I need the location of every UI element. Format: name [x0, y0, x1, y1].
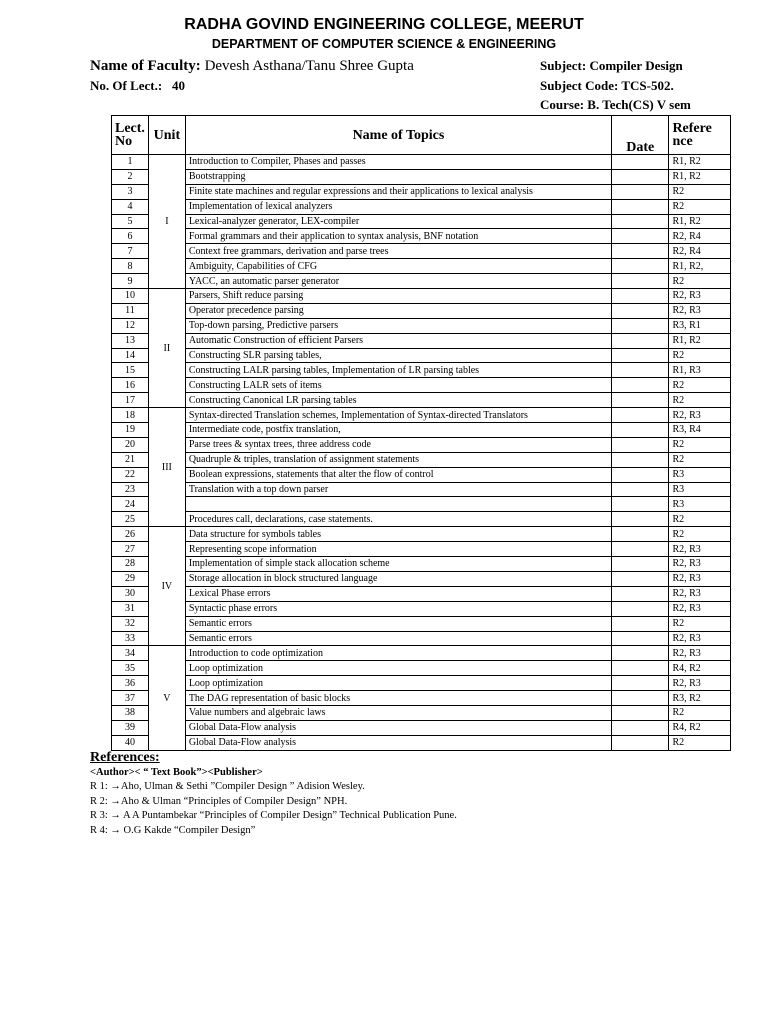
- lect-no: 19: [112, 423, 149, 438]
- date-cell: [612, 259, 669, 274]
- reference: R2, R3: [669, 571, 731, 586]
- topic: Operator precedence parsing: [185, 303, 611, 318]
- reference: R2, R3: [669, 676, 731, 691]
- date-cell: [612, 467, 669, 482]
- unit-cell: I: [148, 155, 185, 289]
- table-row: [112, 676, 731, 691]
- lect-no: 13: [112, 333, 149, 348]
- topic: Procedures call, declarations, case statements.: [185, 512, 611, 527]
- header-date: Date: [612, 116, 669, 155]
- table-row: [112, 601, 731, 616]
- lect-no: 24: [112, 497, 149, 512]
- topic: Intermediate code, postfix translation,: [185, 423, 611, 438]
- reference-item: R 1: →Aho, Ulman & Sethi ”Compiler Design ” Adision Wesley.: [90, 781, 365, 792]
- reference: R2, R4: [669, 244, 731, 259]
- table-row: [112, 735, 731, 750]
- lect-no: 37: [112, 691, 149, 706]
- reference: R1, R2: [669, 155, 731, 170]
- lect-no: 11: [112, 303, 149, 318]
- table-row: [112, 348, 731, 363]
- topic: Bootstrapping: [185, 169, 611, 184]
- lect-no: 10: [112, 289, 149, 304]
- lect-no: 23: [112, 482, 149, 497]
- topic: Global Data-Flow analysis: [185, 735, 611, 750]
- date-cell: [612, 720, 669, 735]
- table-row: [112, 229, 731, 244]
- date-cell: [612, 244, 669, 259]
- reference: R2, R3: [669, 601, 731, 616]
- reference: R2: [669, 735, 731, 750]
- reference-item: R 3: → A A Puntambekar “Principles of Compiler Design” Technical Publication Pune.: [90, 810, 457, 821]
- reference: R1, R2: [669, 169, 731, 184]
- table-row: [112, 527, 731, 542]
- date-cell: [612, 303, 669, 318]
- table-row: [112, 199, 731, 214]
- reference: R2: [669, 512, 731, 527]
- reference: R4, R2: [669, 720, 731, 735]
- date-cell: [612, 318, 669, 333]
- topic: Syntax-directed Translation schemes, Implementation of Syntax-directed Translators: [185, 408, 611, 423]
- unit-cell: V: [148, 646, 185, 750]
- lect-no: 1: [112, 155, 149, 170]
- references-title: References:: [90, 750, 160, 765]
- date-cell: [612, 571, 669, 586]
- lect-no: 4: [112, 199, 149, 214]
- table-row: [112, 571, 731, 586]
- reference: R2: [669, 378, 731, 393]
- lect-no: 36: [112, 676, 149, 691]
- table-row: [112, 259, 731, 274]
- lect-no: 9: [112, 274, 149, 289]
- lect-no: 3: [112, 184, 149, 199]
- topic: Syntactic phase errors: [185, 601, 611, 616]
- lect-no: 28: [112, 557, 149, 572]
- faculty-line: [90, 58, 414, 75]
- reference: R2, R3: [669, 557, 731, 572]
- reference: R2, R4: [669, 229, 731, 244]
- table-row: [112, 705, 731, 720]
- table-row: [112, 363, 731, 378]
- table-row: [112, 289, 731, 304]
- date-cell: [612, 705, 669, 720]
- lect-no: 40: [112, 735, 149, 750]
- course: Course: B. Tech(CS) V sem: [540, 97, 691, 112]
- reference-item: R 2: →Aho & Ulman “Principles of Compiler Design” NPH.: [90, 795, 348, 807]
- faculty-label: Name of Faculty:: [90, 58, 201, 74]
- college-name: RADHA GOVIND ENGINEERING COLLEGE, MEERUT: [184, 16, 584, 33]
- lect-no: 33: [112, 631, 149, 646]
- date-cell: [612, 601, 669, 616]
- lect-no: 20: [112, 437, 149, 452]
- reference: R1, R3: [669, 363, 731, 378]
- lect-no: 7: [112, 244, 149, 259]
- date-cell: [612, 586, 669, 601]
- date-cell: [612, 557, 669, 572]
- unit-cell: III: [148, 408, 185, 527]
- lect-no: 6: [112, 229, 149, 244]
- topic: Automatic Construction of efficient Parsers: [185, 333, 611, 348]
- reference: R3: [669, 497, 731, 512]
- date-cell: [612, 646, 669, 661]
- date-cell: [612, 423, 669, 438]
- date-cell: [612, 676, 669, 691]
- reference: R2: [669, 705, 731, 720]
- topic: Constructing LALR sets of items: [185, 378, 611, 393]
- table-row: [112, 244, 731, 259]
- lect-no: 2: [112, 169, 149, 184]
- table-row: [112, 631, 731, 646]
- table-row: [112, 378, 731, 393]
- references-format: <Author>< “ Text Book”><Publisher>: [90, 766, 263, 778]
- date-cell: [612, 289, 669, 304]
- reference: R2: [669, 527, 731, 542]
- topic: Introduction to code optimization: [185, 646, 611, 661]
- reference: R1, R2,: [669, 259, 731, 274]
- topic: Value numbers and algebraic laws: [185, 705, 611, 720]
- table-row: [112, 646, 731, 661]
- reference: R2, R3: [669, 289, 731, 304]
- header-lect-no: Lect. No: [112, 116, 149, 155]
- topic: Boolean expressions, statements that alter the flow of control: [185, 467, 611, 482]
- reference: R3: [669, 482, 731, 497]
- date-cell: [612, 691, 669, 706]
- lect-no: 38: [112, 705, 149, 720]
- topic: The DAG representation of basic blocks: [185, 691, 611, 706]
- date-cell: [612, 274, 669, 289]
- lect-no: 12: [112, 318, 149, 333]
- topic: Semantic errors: [185, 631, 611, 646]
- reference: R3, R1: [669, 318, 731, 333]
- lecture-plan-table: [111, 115, 731, 751]
- lect-no: 15: [112, 363, 149, 378]
- reference: R2, R3: [669, 408, 731, 423]
- topic: Semantic errors: [185, 616, 611, 631]
- date-cell: [612, 497, 669, 512]
- table-row: [112, 155, 731, 170]
- lect-label: No. Of Lect.:: [90, 78, 163, 93]
- lect-no: 5: [112, 214, 149, 229]
- topic: Parsers, Shift reduce parsing: [185, 289, 611, 304]
- lect-no: 14: [112, 348, 149, 363]
- table-row: [112, 482, 731, 497]
- lect-no: 35: [112, 661, 149, 676]
- table-row: [112, 616, 731, 631]
- header-reference: Refere nce: [669, 116, 731, 155]
- date-cell: [612, 199, 669, 214]
- unit-cell: II: [148, 289, 185, 408]
- topic: Top-down parsing, Predictive parsers: [185, 318, 611, 333]
- date-cell: [612, 631, 669, 646]
- date-cell: [612, 393, 669, 408]
- date-cell: [612, 333, 669, 348]
- table-row: [112, 393, 731, 408]
- header-unit: Unit: [148, 116, 185, 155]
- table-row: [112, 333, 731, 348]
- table-row: [112, 720, 731, 735]
- topic: Context free grammars, derivation and parse trees: [185, 244, 611, 259]
- date-cell: [612, 616, 669, 631]
- reference: R2, R3: [669, 542, 731, 557]
- table-row: [112, 512, 731, 527]
- topic: Constructing SLR parsing tables,: [185, 348, 611, 363]
- lect-no: 8: [112, 259, 149, 274]
- topic: Finite state machines and regular expressions and their applications to lexical analysis: [185, 184, 611, 199]
- lect-no: 22: [112, 467, 149, 482]
- lect-line: [90, 78, 185, 94]
- table-row: [112, 691, 731, 706]
- topic: Introduction to Compiler, Phases and passes: [185, 155, 611, 170]
- date-cell: [612, 408, 669, 423]
- reference: R2: [669, 452, 731, 467]
- date-cell: [612, 661, 669, 676]
- table-row: [112, 557, 731, 572]
- lect-no: 34: [112, 646, 149, 661]
- reference-item: R 4: → O.G Kakde “Compiler Design”: [90, 824, 256, 836]
- lect-no: 16: [112, 378, 149, 393]
- table-row: [112, 169, 731, 184]
- reference: R3, R2: [669, 691, 731, 706]
- topic: Constructing LALR parsing tables, Implementation of LR parsing tables: [185, 363, 611, 378]
- table-row: [112, 586, 731, 601]
- topic: Data structure for symbols tables: [185, 527, 611, 542]
- table-row: [112, 423, 731, 438]
- date-cell: [612, 512, 669, 527]
- reference: R2: [669, 437, 731, 452]
- lect-no: 31: [112, 601, 149, 616]
- table-row: [112, 318, 731, 333]
- reference: R2: [669, 348, 731, 363]
- table-row: [112, 467, 731, 482]
- date-cell: [612, 437, 669, 452]
- reference: R1, R2: [669, 333, 731, 348]
- lect-no: 27: [112, 542, 149, 557]
- department-name: DEPARTMENT OF COMPUTER SCIENCE & ENGINEERING: [211, 37, 557, 51]
- lect-no: 21: [112, 452, 149, 467]
- lect-no: 32: [112, 616, 149, 631]
- references: [90, 751, 457, 838]
- date-cell: [612, 169, 669, 184]
- faculty-name: Devesh Asthana/Tanu Shree Gupta: [204, 58, 414, 74]
- reference: R4, R2: [669, 661, 731, 676]
- table-row: [112, 408, 731, 423]
- date-cell: [612, 184, 669, 199]
- date-cell: [612, 363, 669, 378]
- header-topics: Name of Topics: [185, 116, 611, 155]
- reference: R2, R3: [669, 646, 731, 661]
- topic: Implementation of lexical analyzers: [185, 199, 611, 214]
- table-row: [112, 542, 731, 557]
- reference: R2: [669, 393, 731, 408]
- topic: Representing scope information: [185, 542, 611, 557]
- date-cell: [612, 482, 669, 497]
- reference: R2, R3: [669, 303, 731, 318]
- reference: R2: [669, 616, 731, 631]
- date-cell: [612, 155, 669, 170]
- topic: Storage allocation in block structured language: [185, 571, 611, 586]
- topic: Quadruple & triples, translation of assignment statements: [185, 452, 611, 467]
- reference: R2, R3: [669, 586, 731, 601]
- topic: Lexical-analyzer generator, LEX-compiler: [185, 214, 611, 229]
- date-cell: [612, 229, 669, 244]
- lect-no: 29: [112, 571, 149, 586]
- date-cell: [612, 378, 669, 393]
- reference: R2: [669, 274, 731, 289]
- topic: Loop optimization: [185, 661, 611, 676]
- topic: Translation with a top down parser: [185, 482, 611, 497]
- table-row: [112, 437, 731, 452]
- topic: Lexical Phase errors: [185, 586, 611, 601]
- topic: Implementation of simple stack allocation scheme: [185, 557, 611, 572]
- table-row: [112, 497, 731, 512]
- table-row: [112, 661, 731, 676]
- date-cell: [612, 214, 669, 229]
- table-row: [112, 214, 731, 229]
- lect-no: 18: [112, 408, 149, 423]
- topic: Global Data-Flow analysis: [185, 720, 611, 735]
- table-row: [112, 303, 731, 318]
- topic: Loop optimization: [185, 676, 611, 691]
- lect-no: 17: [112, 393, 149, 408]
- lect-no: 30: [112, 586, 149, 601]
- subject-code: Subject Code: TCS-502.: [540, 78, 674, 93]
- unit-cell: IV: [148, 527, 185, 646]
- topic: Constructing Canonical LR parsing tables: [185, 393, 611, 408]
- reference: R3: [669, 467, 731, 482]
- reference: R2: [669, 184, 731, 199]
- lect-no: 26: [112, 527, 149, 542]
- date-cell: [612, 348, 669, 363]
- date-cell: [612, 542, 669, 557]
- table-row: [112, 184, 731, 199]
- topic: Parse trees & syntax trees, three address code: [185, 437, 611, 452]
- reference: R1, R2: [669, 214, 731, 229]
- reference: R3, R4: [669, 423, 731, 438]
- topic: YACC, an automatic parser generator: [185, 274, 611, 289]
- date-cell: [612, 452, 669, 467]
- lect-count: 40: [171, 78, 185, 93]
- date-cell: [612, 527, 669, 542]
- reference: R2: [669, 199, 731, 214]
- topic: Ambiguity, Capabilities of CFG: [185, 259, 611, 274]
- subject: Subject: Compiler Design: [540, 58, 683, 73]
- topic: Formal grammars and their application to syntax analysis, BNF notation: [185, 229, 611, 244]
- topic: [185, 497, 611, 512]
- reference: R2, R3: [669, 631, 731, 646]
- table-row: [112, 452, 731, 467]
- lect-no: 25: [112, 512, 149, 527]
- date-cell: [612, 735, 669, 750]
- lect-no: 39: [112, 720, 149, 735]
- table-row: [112, 274, 731, 289]
